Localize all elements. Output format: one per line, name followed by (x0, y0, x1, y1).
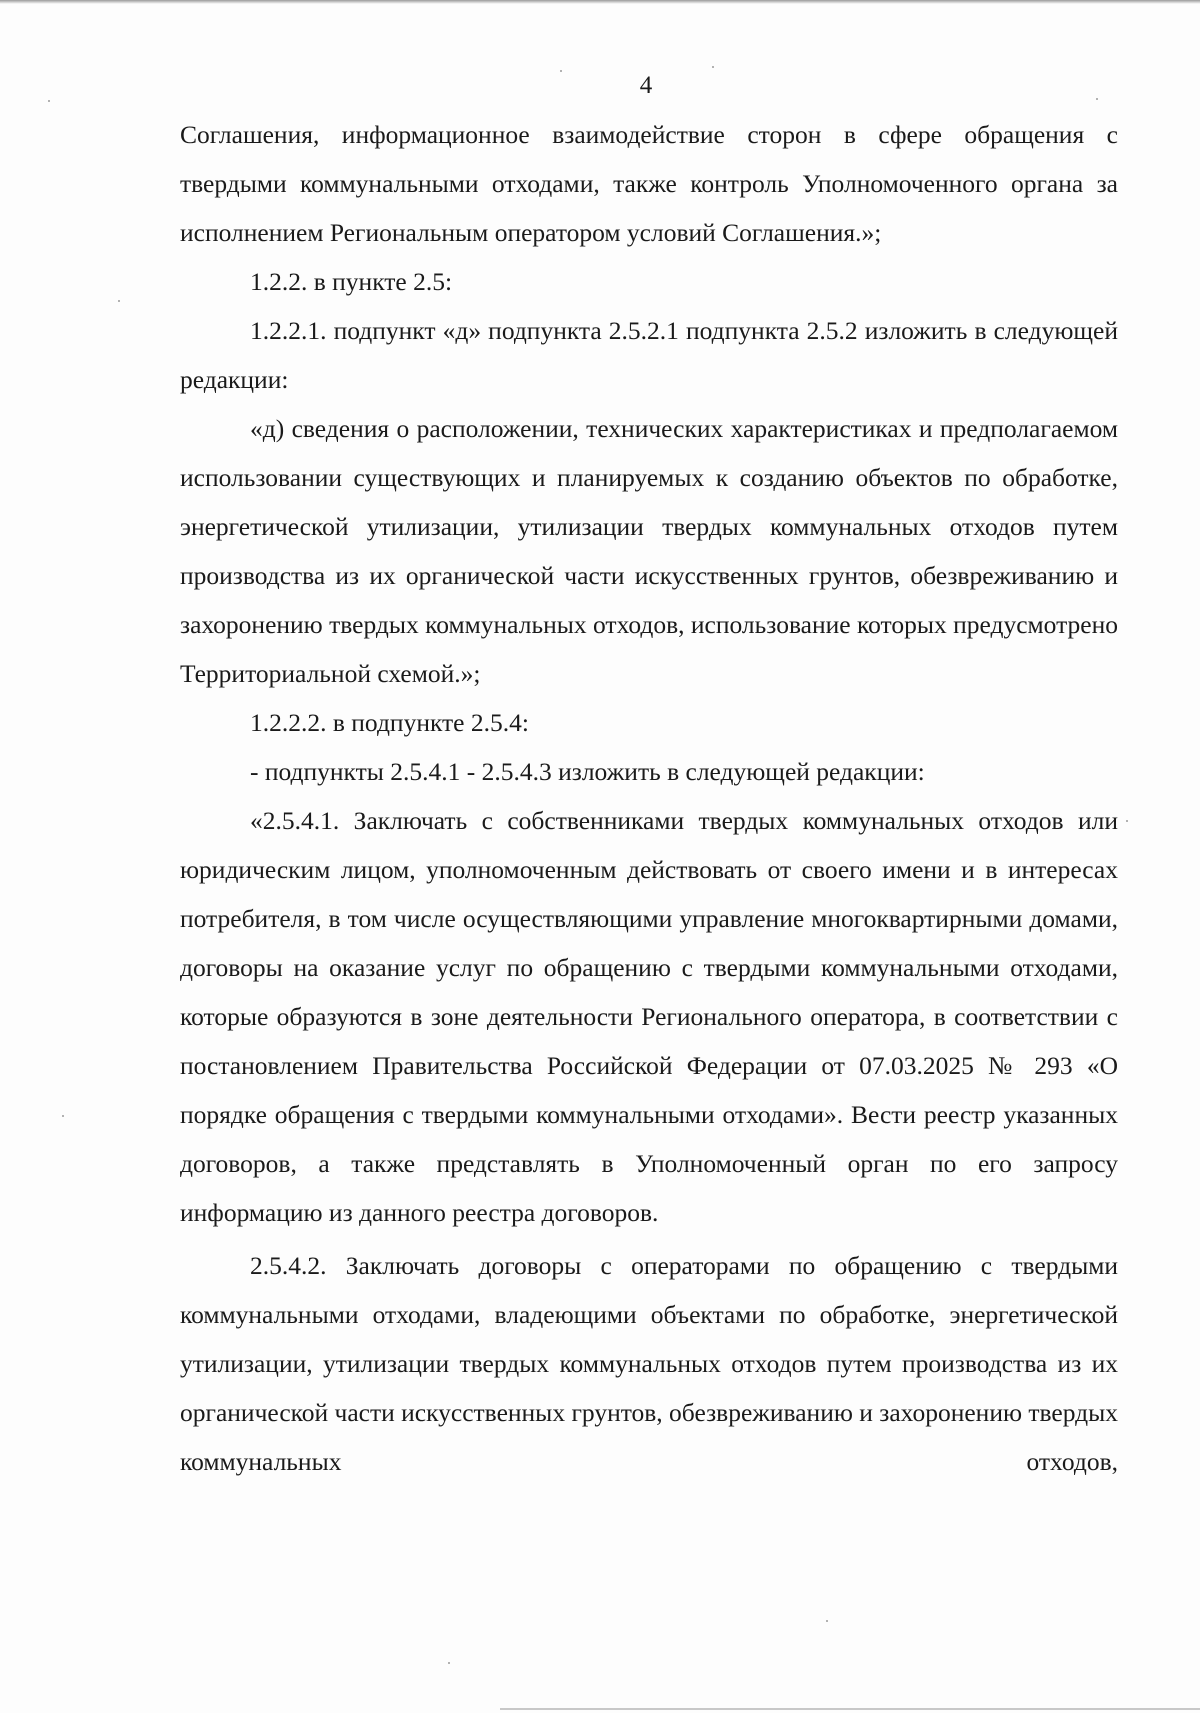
scan-edge-top (0, 0, 1200, 4)
scan-speck (560, 70, 562, 72)
scan-speck (1126, 820, 1128, 822)
scan-speck (712, 66, 714, 68)
scan-speck (826, 1620, 828, 1622)
scan-speck (448, 1662, 450, 1664)
paragraph-podpunkty: - подпункты 2.5.4.1 - 2.5.4.3 изложить в следующей редакции: (250, 757, 925, 786)
page-number: 4 (639, 72, 653, 99)
paragraph-2-5-4-1: «2.5.4.1. Заключать с собственниками твердых коммунальных отходов или юридическим лицом, уполномоченным действовать от своего имени и в интересах потребителя, в том числе осуществляющими управление многоквартирными домами, договоры на оказание услуг по обращению с твердыми коммунальными отходами, которые образуются в зоне деятельности Регионального оператора, в соответствии с постановлением Правительства Российской Федерации от 07.03.2025 № 293 «О порядке обращения с твердыми коммунальными отходами». Вести реестр указанных договоров, а также представлять в Уполномоченный орган по его запросу информацию из данного реестра договоров. (180, 806, 1118, 1227)
scan-speck (118, 300, 120, 302)
paragraph-1-2-2-1: 1.2.2.1. подпункт «д» подпункта 2.5.2.1 подпункта 2.5.2 изложить в следующей редакции: (180, 316, 1118, 394)
paragraph-2-5-4-2: 2.5.4.2. Заключать договоры с операторами по обращению с твердыми коммунальными отходами, владеющими объектами по обработке, энергетической утилизации, утилизации твердых коммунальных отходов путем производства из их органической части искусственных грунтов, обезвреживанию и захоронению твердых коммунальных отходов, (180, 1251, 1119, 1476)
scan-speck (62, 1115, 64, 1117)
scan-speck (1096, 98, 1098, 100)
scan-edge-bottom (500, 1708, 1200, 1710)
scan-speck (48, 100, 50, 102)
paragraph-1-2-2-2: 1.2.2.2. в подпункте 2.5.4: (250, 708, 529, 737)
paragraph-1-2-2: 1.2.2. в пункте 2.5: (250, 267, 453, 296)
paragraph-soglasheniya: Соглашения, информационное взаимодействие сторон в сфере обращения с твердыми коммунальными отходами, также контроль Уполномоченного органа за исполнением Региональным оператором условий Соглашения.»; (180, 120, 1118, 247)
document-body (180, 110, 1118, 1486)
paragraph-d-svedeniya: «д) сведения о расположении, технических характеристиках и предполагаемом использовании существующих и планируемых к созданию объектов по обработке, энергетической утилизации, утилизации твердых коммунальных отходов путем производства из их органической части искусственных грунтов, обезвреживанию и захоронению твердых коммунальных отходов, использование которых предусмотрено Территориальной схемой.»; (180, 414, 1118, 688)
